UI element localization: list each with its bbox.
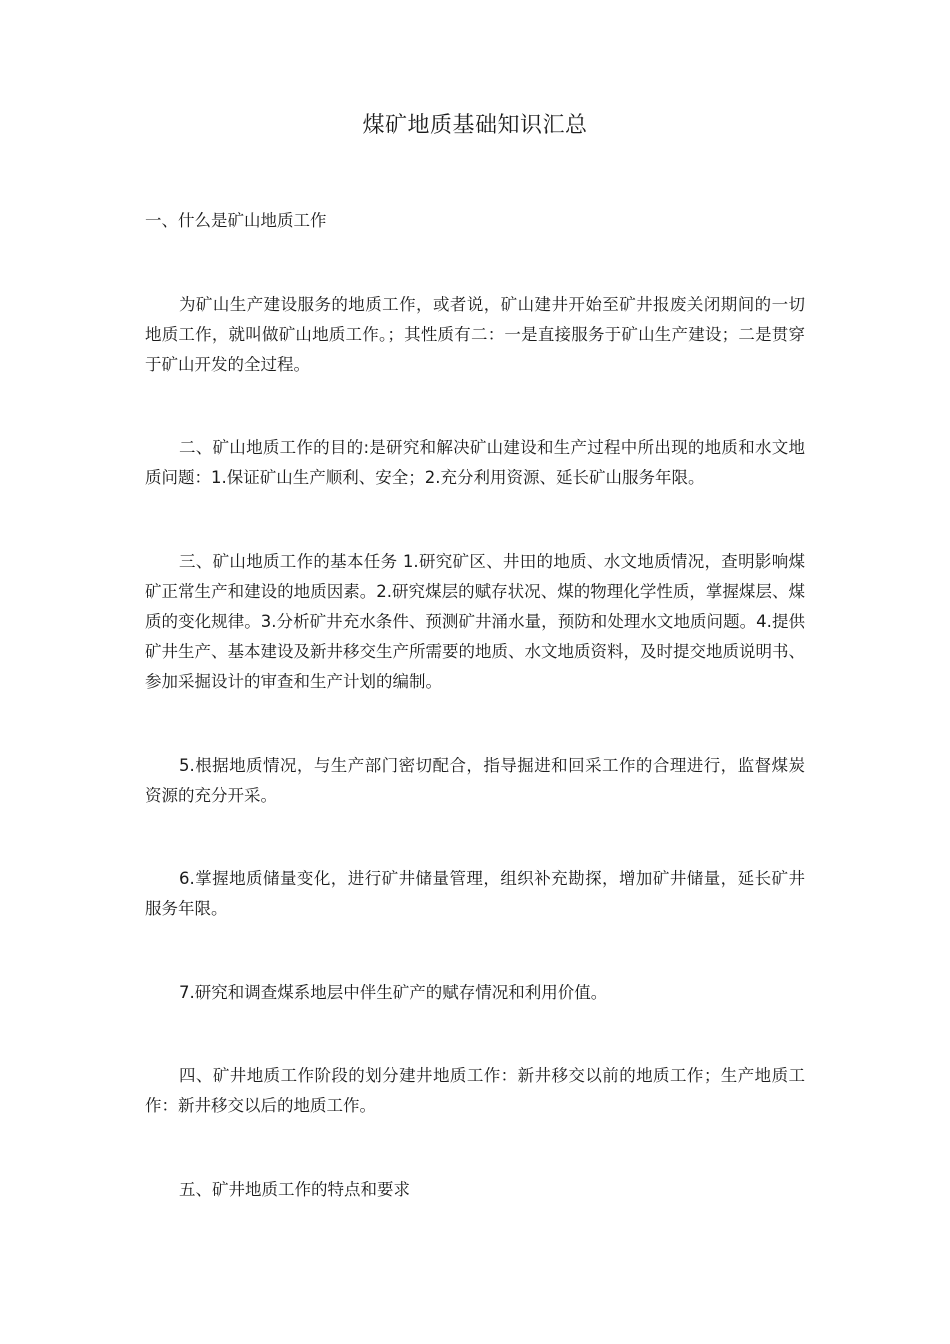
section-heading-1: 一、什么是矿山地质工作 (145, 211, 327, 230)
paragraph-stages: 四、矿井地质工作阶段的划分建井地质工作：新井移交以前的地质工作；生产地质工作：新井移交以后的地质工作。 (145, 1066, 805, 1115)
paragraph-item-7: 7.研究和调查煤系地层中伴生矿产的赋存情况和利用价值。 (179, 983, 608, 1002)
paragraph-basic-tasks: 三、矿山地质工作的基本任务 1.研究矿区、井田的地质、水文地质情况，查明影响煤矿正常生产和建设的地质因素。2.研究煤层的赋存状况、煤的物理化学性质，掌握煤层、煤质的变化规律。3.分析矿井充水条件、预测矿井涌水量，预防和处理水文地质问题。4.提供矿井生产、基本建设及新井移交生产所需要的地质、水文地质资料，及时提交地质说明书、参加采掘设计的审查和生产计划的编制。 (145, 552, 805, 691)
document-title: 煤矿地质基础知识汇总 (362, 113, 588, 138)
paragraph-purpose: 二、矿山地质工作的目的:是研究和解决矿山建设和生产过程中所出现的地质和水文地质问题：1.保证矿山生产顺利、安全；2.充分利用资源、延长矿山服务年限。 (145, 438, 805, 487)
paragraph-definition: 为矿山生产建设服务的地质工作，或者说，矿山建井开始至矿井报废关闭期间的一切地质工作，就叫做矿山地质工作。；其性质有二：一是直接服务于矿山生产建设；二是贯穿于矿山开发的全过程。 (145, 295, 805, 374)
paragraph-item-6: 6.掌握地质储量变化，进行矿井储量管理，组织补充勘探，增加矿井储量，延长矿井服务年限。 (145, 869, 805, 918)
section-heading-5: 五、矿井地质工作的特点和要求 (179, 1180, 410, 1199)
paragraph-item-5: 5.根据地质情况，与生产部门密切配合，指导掘进和回采工作的合理进行，监督煤炭资源的充分开采。 (145, 756, 805, 805)
